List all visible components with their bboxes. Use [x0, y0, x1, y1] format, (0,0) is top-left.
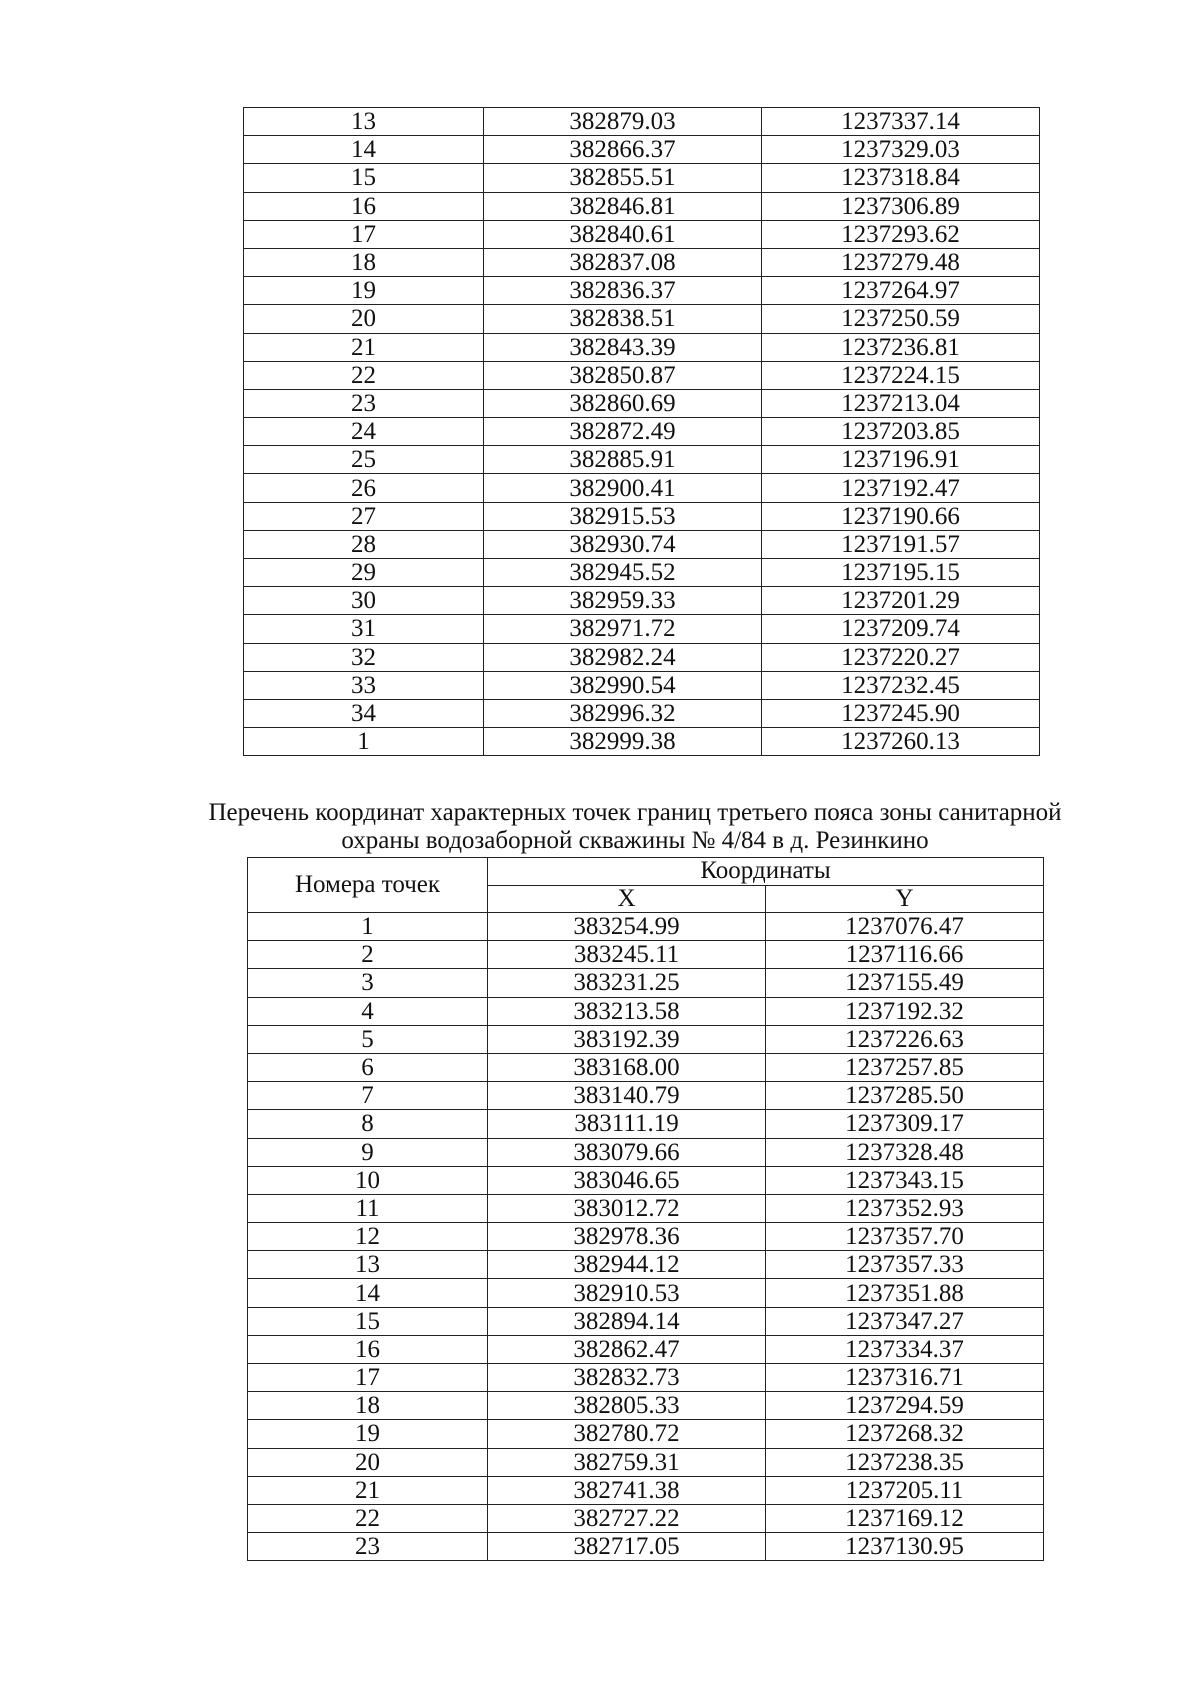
- x-coordinate: 382971.72: [484, 615, 762, 643]
- table-row: [248, 969, 1044, 997]
- x-coordinate: 383140.79: [488, 1082, 766, 1110]
- table-row: [244, 333, 1040, 361]
- point-number: 29: [244, 559, 484, 587]
- table-row: [248, 1307, 1044, 1335]
- x-coordinate: 382805.33: [488, 1392, 766, 1420]
- point-number: 20: [244, 305, 484, 333]
- y-coordinate: 1237334.37: [766, 1335, 1044, 1363]
- x-coordinate: 382978.36: [488, 1223, 766, 1251]
- table-row: [248, 1138, 1044, 1166]
- x-coordinate: 382727.22: [488, 1504, 766, 1532]
- x-coordinate: 383254.99: [488, 913, 766, 941]
- y-coordinate: 1237347.27: [766, 1307, 1044, 1335]
- x-coordinate: 383245.11: [488, 941, 766, 969]
- table-row: [248, 1166, 1044, 1194]
- y-coordinate: 1237209.74: [762, 615, 1040, 643]
- header-point-numbers: Номера точек: [248, 858, 488, 913]
- x-coordinate: 382862.47: [488, 1335, 766, 1363]
- point-number: 3: [248, 969, 488, 997]
- table-row: [248, 1335, 1044, 1363]
- y-coordinate: 1237130.95: [766, 1533, 1044, 1561]
- table-row: [244, 136, 1040, 164]
- x-coordinate: 382900.41: [484, 474, 762, 502]
- table-row: [248, 997, 1044, 1025]
- point-number: 19: [244, 277, 484, 305]
- x-coordinate: 383213.58: [488, 997, 766, 1025]
- y-coordinate: 1237203.85: [762, 418, 1040, 446]
- table-row: [248, 1053, 1044, 1081]
- table-row: [244, 699, 1040, 727]
- x-coordinate: 382837.08: [484, 248, 762, 276]
- y-coordinate: 1237196.91: [762, 446, 1040, 474]
- x-coordinate: 382846.81: [484, 192, 762, 220]
- table-row: [244, 474, 1040, 502]
- x-coordinate: 383046.65: [488, 1166, 766, 1194]
- x-coordinate: 382759.31: [488, 1448, 766, 1476]
- table-row: [248, 1476, 1044, 1504]
- point-number: 23: [244, 389, 484, 417]
- y-coordinate: 1237116.66: [766, 941, 1044, 969]
- y-coordinate: 1237260.13: [762, 728, 1040, 756]
- y-coordinate: 1237264.97: [762, 277, 1040, 305]
- table-row: [244, 446, 1040, 474]
- y-coordinate: 1237318.84: [762, 164, 1040, 192]
- point-number: 16: [248, 1335, 488, 1363]
- table-row: [244, 728, 1040, 756]
- point-number: 8: [248, 1110, 488, 1138]
- x-coordinate: 383012.72: [488, 1194, 766, 1222]
- y-coordinate: 1237192.32: [766, 997, 1044, 1025]
- header-x: X: [488, 885, 766, 913]
- table-row: [244, 192, 1040, 220]
- table-row: [248, 1504, 1044, 1532]
- table-row: [244, 418, 1040, 446]
- y-coordinate: 1237352.93: [766, 1194, 1044, 1222]
- point-number: 7: [248, 1082, 488, 1110]
- point-number: 31: [244, 615, 484, 643]
- table-row: [244, 108, 1040, 136]
- y-coordinate: 1237076.47: [766, 913, 1044, 941]
- table-body: [248, 913, 1044, 1561]
- table-row: [248, 1448, 1044, 1476]
- point-number: 12: [248, 1223, 488, 1251]
- table-row: [244, 305, 1040, 333]
- y-coordinate: 1237285.50: [766, 1082, 1044, 1110]
- point-number: 14: [248, 1279, 488, 1307]
- point-number: 16: [244, 192, 484, 220]
- point-number: 17: [248, 1364, 488, 1392]
- y-coordinate: 1237343.15: [766, 1166, 1044, 1194]
- header-coordinates: Координаты: [488, 858, 1044, 886]
- coordinates-table-continued: [243, 107, 1040, 756]
- x-coordinate: 382982.24: [484, 643, 762, 671]
- point-number: 26: [244, 474, 484, 502]
- x-coordinate: 382717.05: [488, 1533, 766, 1561]
- point-number: 22: [248, 1504, 488, 1532]
- x-coordinate: 383168.00: [488, 1053, 766, 1081]
- x-coordinate: 382843.39: [484, 333, 762, 361]
- x-coordinate: 382855.51: [484, 164, 762, 192]
- x-coordinate: 382850.87: [484, 361, 762, 389]
- table-row: [244, 587, 1040, 615]
- x-coordinate: 382894.14: [488, 1307, 766, 1335]
- y-coordinate: 1237201.29: [762, 587, 1040, 615]
- table-row: [244, 248, 1040, 276]
- table-row: [244, 164, 1040, 192]
- y-coordinate: 1237279.48: [762, 248, 1040, 276]
- point-number: 21: [244, 333, 484, 361]
- table-row: [248, 1025, 1044, 1053]
- table-row: [244, 643, 1040, 671]
- x-coordinate: 382832.73: [488, 1364, 766, 1392]
- y-coordinate: 1237220.27: [762, 643, 1040, 671]
- point-number: 17: [244, 220, 484, 248]
- x-coordinate: 383111.19: [488, 1110, 766, 1138]
- table-row: [248, 1082, 1044, 1110]
- x-coordinate: 382836.37: [484, 277, 762, 305]
- y-coordinate: 1237337.14: [762, 108, 1040, 136]
- x-coordinate: 382866.37: [484, 136, 762, 164]
- point-number: 14: [244, 136, 484, 164]
- y-coordinate: 1237328.48: [766, 1138, 1044, 1166]
- x-coordinate: 382945.52: [484, 559, 762, 587]
- y-coordinate: 1237232.45: [762, 671, 1040, 699]
- x-coordinate: 382915.53: [484, 502, 762, 530]
- point-number: 34: [244, 699, 484, 727]
- table-row: [248, 1279, 1044, 1307]
- x-coordinate: 382959.33: [484, 587, 762, 615]
- y-coordinate: 1237195.15: [762, 559, 1040, 587]
- y-coordinate: 1237309.17: [766, 1110, 1044, 1138]
- point-number: 23: [248, 1533, 488, 1561]
- point-number: 25: [244, 446, 484, 474]
- coordinates-table-zone3: [247, 857, 1044, 1561]
- point-number: 18: [244, 248, 484, 276]
- x-coordinate: 382930.74: [484, 530, 762, 558]
- table-row: [248, 1392, 1044, 1420]
- table-row: [244, 361, 1040, 389]
- table-row: [248, 1251, 1044, 1279]
- table-row: [248, 1420, 1044, 1448]
- y-coordinate: 1237205.11: [766, 1476, 1044, 1504]
- y-coordinate: 1237329.03: [762, 136, 1040, 164]
- x-coordinate: 382990.54: [484, 671, 762, 699]
- point-number: 1: [244, 728, 484, 756]
- point-number: 21: [248, 1476, 488, 1504]
- point-number: 18: [248, 1392, 488, 1420]
- point-number: 19: [248, 1420, 488, 1448]
- y-coordinate: 1237192.47: [762, 474, 1040, 502]
- x-coordinate: 382860.69: [484, 389, 762, 417]
- point-number: 15: [248, 1307, 488, 1335]
- point-number: 20: [248, 1448, 488, 1476]
- point-number: 1: [248, 913, 488, 941]
- x-coordinate: 382840.61: [484, 220, 762, 248]
- y-coordinate: 1237357.33: [766, 1251, 1044, 1279]
- point-number: 24: [244, 418, 484, 446]
- y-coordinate: 1237190.66: [762, 502, 1040, 530]
- x-coordinate: 382879.03: [484, 108, 762, 136]
- table-body: [244, 108, 1040, 756]
- y-coordinate: 1237238.35: [766, 1448, 1044, 1476]
- table-row: [248, 1194, 1044, 1222]
- point-number: 10: [248, 1166, 488, 1194]
- x-coordinate: 382999.38: [484, 728, 762, 756]
- y-coordinate: 1237224.15: [762, 361, 1040, 389]
- y-coordinate: 1237236.81: [762, 333, 1040, 361]
- y-coordinate: 1237250.59: [762, 305, 1040, 333]
- table-row: [248, 1110, 1044, 1138]
- x-coordinate: 383079.66: [488, 1138, 766, 1166]
- y-coordinate: 1237357.70: [766, 1223, 1044, 1251]
- table-row: [244, 671, 1040, 699]
- point-number: 32: [244, 643, 484, 671]
- point-number: 27: [244, 502, 484, 530]
- x-coordinate: 382872.49: [484, 418, 762, 446]
- table-row: [244, 502, 1040, 530]
- y-coordinate: 1237213.04: [762, 389, 1040, 417]
- caption-line-1: Перечень координат характерных точек границ третьего пояса зоны санитарной: [208, 799, 1062, 826]
- point-number: 28: [244, 530, 484, 558]
- point-number: 11: [248, 1194, 488, 1222]
- table-row: [244, 389, 1040, 417]
- y-coordinate: 1237191.57: [762, 530, 1040, 558]
- x-coordinate: 383192.39: [488, 1025, 766, 1053]
- table-row: [244, 615, 1040, 643]
- y-coordinate: 1237155.49: [766, 969, 1044, 997]
- y-coordinate: 1237169.12: [766, 1504, 1044, 1532]
- x-coordinate: 382780.72: [488, 1420, 766, 1448]
- y-coordinate: 1237245.90: [762, 699, 1040, 727]
- x-coordinate: 382944.12: [488, 1251, 766, 1279]
- table-row: [244, 277, 1040, 305]
- y-coordinate: 1237268.32: [766, 1420, 1044, 1448]
- table-row: [244, 530, 1040, 558]
- table-row: [244, 220, 1040, 248]
- y-coordinate: 1237306.89: [762, 192, 1040, 220]
- point-number: 33: [244, 671, 484, 699]
- point-number: 15: [244, 164, 484, 192]
- point-number: 13: [248, 1251, 488, 1279]
- y-coordinate: 1237226.63: [766, 1025, 1044, 1053]
- point-number: 2: [248, 941, 488, 969]
- x-coordinate: 382910.53: [488, 1279, 766, 1307]
- point-number: 4: [248, 997, 488, 1025]
- point-number: 9: [248, 1138, 488, 1166]
- table-row: [244, 559, 1040, 587]
- x-coordinate: 382885.91: [484, 446, 762, 474]
- point-number: 13: [244, 108, 484, 136]
- x-coordinate: 382741.38: [488, 1476, 766, 1504]
- table-row: [248, 1223, 1044, 1251]
- table-row: [248, 913, 1044, 941]
- header-y: Y: [766, 885, 1044, 913]
- x-coordinate: 382838.51: [484, 305, 762, 333]
- table-row: [248, 1364, 1044, 1392]
- y-coordinate: 1237257.85: [766, 1053, 1044, 1081]
- point-number: 5: [248, 1025, 488, 1053]
- x-coordinate: 382996.32: [484, 699, 762, 727]
- y-coordinate: 1237293.62: [762, 220, 1040, 248]
- caption-line-2: охраны водозаборной скважины № 4/84 в д. Резинкино: [341, 827, 929, 854]
- table-row: [248, 1533, 1044, 1561]
- y-coordinate: 1237351.88: [766, 1279, 1044, 1307]
- header-row: [248, 858, 1044, 886]
- y-coordinate: 1237294.59: [766, 1392, 1044, 1420]
- point-number: 30: [244, 587, 484, 615]
- y-coordinate: 1237316.71: [766, 1364, 1044, 1392]
- x-coordinate: 383231.25: [488, 969, 766, 997]
- section-caption: [170, 799, 1100, 855]
- table-header: [248, 858, 1044, 913]
- table-row: [248, 941, 1044, 969]
- point-number: 6: [248, 1053, 488, 1081]
- point-number: 22: [244, 361, 484, 389]
